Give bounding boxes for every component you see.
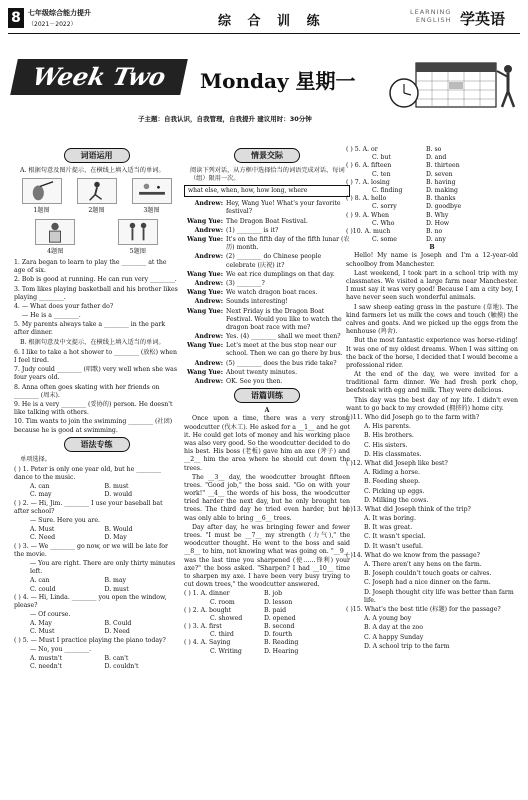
vocab-items-b — [14, 349, 179, 435]
brand-logo: 学英语 — [460, 10, 506, 28]
option: C. may — [30, 491, 52, 499]
option: D. lesson — [264, 598, 293, 606]
grammar-reply: — Sure. Here you are. — [30, 517, 101, 524]
option: C. ten — [372, 170, 391, 178]
picture-5: 5题图 — [116, 219, 160, 256]
option: A. Must — [30, 526, 55, 534]
option: C. showed — [210, 614, 243, 622]
option: B. Why — [426, 211, 449, 219]
week-label: Week Two — [10, 59, 188, 95]
speaker: Wang Yue: — [187, 217, 223, 225]
option: A. His parents. — [364, 423, 411, 431]
option-row — [14, 663, 179, 671]
vocab-heading: 词语运用 — [14, 148, 179, 163]
utterance: Yes. (4) ________ shall we meet then? — [226, 333, 341, 341]
dialogue-line — [184, 333, 350, 341]
cloze-row — [346, 195, 518, 203]
dialogue-instruction: 阅读下列对话，从方框中选择恰当的词语完成对话，每词（组）限用一次。 — [190, 167, 345, 183]
brand-english — [410, 9, 451, 25]
cloze-row — [346, 203, 518, 211]
cloze-row — [346, 171, 518, 179]
speaker: Wang Yue: — [187, 368, 223, 376]
option: ( ) 2. A. bought — [184, 606, 232, 614]
option: C. but — [372, 154, 391, 162]
runner-icon — [77, 178, 117, 204]
dialogue-line — [184, 378, 350, 386]
option: C. Must — [30, 628, 55, 636]
vocab-item: 4. — What does your father do? — [14, 302, 114, 310]
option: C. sorry — [372, 203, 397, 211]
option: ( )10. A. much — [346, 227, 391, 235]
dialogue-line — [184, 227, 350, 235]
option: C. some — [372, 236, 397, 244]
vocab-item: 9. He is a very ________ (妥协的) person. He doesn't like talking with others. — [14, 400, 173, 417]
week-banner — [8, 55, 520, 123]
option-row — [14, 491, 179, 499]
day-title: Monday 星期一 — [200, 69, 356, 93]
speaker: Andrew: — [194, 298, 223, 306]
reading-question: ( )13. What did Joseph think of the trip? — [346, 505, 471, 513]
utterance: Sounds interesting! — [226, 298, 288, 306]
dialogue-line — [184, 342, 350, 358]
dialogue-line — [184, 271, 350, 279]
page-header — [8, 8, 520, 42]
issue-label: （2021－2022） — [28, 21, 77, 28]
grammar-instruction: 单项选择。 — [20, 455, 51, 463]
cloze-row — [184, 590, 350, 598]
cloze-row — [184, 623, 350, 631]
option: C. third — [210, 631, 234, 639]
header-divider — [8, 33, 520, 34]
dialogue-line — [184, 360, 350, 368]
reading-heading: 语篇训练 — [184, 388, 350, 403]
dialogue-heading: 情景交际 — [184, 148, 350, 163]
cloze-row — [184, 615, 350, 623]
column-right — [346, 146, 518, 652]
dialogue-line — [184, 369, 350, 377]
option: A. There aren't any hens on the farm. — [364, 561, 482, 568]
vocab-item: 8. Anna often goes skating with her friends on ________ (周末). — [14, 383, 160, 399]
picture-2: 2题图 — [75, 178, 119, 215]
cloze-options — [346, 146, 518, 244]
reading-question: ( )15. What's the best title (标题) for the passage? — [346, 605, 501, 613]
speaker: Wang Yue: — [187, 342, 223, 350]
option: D. Hearing — [264, 647, 299, 655]
cloze-row — [346, 236, 518, 244]
speaker: Andrew: — [194, 200, 223, 208]
grammar-reply: — Of course. — [30, 611, 71, 619]
option: B. Reading — [264, 639, 299, 647]
utterance: We watch dragon boat races. — [226, 289, 318, 297]
option: D. seven — [426, 170, 453, 178]
cloze-row — [346, 228, 518, 236]
option: D. opened — [264, 614, 296, 622]
picture-4: 4题图 — [33, 219, 77, 256]
speaker: Wang Yue: — [187, 236, 223, 244]
grammar-question: ( ) 2. — Hi, Jim. ________ I use your baseball bat after school? — [14, 499, 163, 515]
cloze-row — [346, 162, 518, 170]
grammar-question: ( ) 4. — Hi, Linda. ________ you open the window, please? — [14, 593, 167, 609]
option: D. Need — [104, 628, 130, 636]
reading-questions — [346, 414, 518, 651]
cloze-row — [184, 607, 350, 615]
reading-question: ( )12. What did Joseph like best? — [346, 459, 448, 467]
grammar-reply: — You are right. There are only thirty minutes left. — [30, 559, 176, 576]
utterance: Let's meet at the bus stop near our school. Then we can go there by bus. — [226, 342, 343, 358]
option: B. thanks — [426, 195, 456, 203]
option: ( ) 1. A. dinner — [184, 590, 230, 598]
cloze-row — [346, 220, 518, 228]
option: B. It was great. — [364, 524, 413, 532]
speaker: Wang Yue: — [187, 289, 223, 297]
dialogue-line — [184, 218, 350, 226]
cloze-options — [184, 590, 350, 656]
option-row — [14, 526, 179, 534]
option: ( ) 5. A. or — [346, 146, 378, 153]
option: B. second — [264, 623, 295, 631]
dialogue-line — [184, 200, 350, 216]
speaker: Andrew: — [194, 333, 223, 341]
option: ( ) 6. A. fifteen — [346, 162, 392, 170]
word-box: what else, when, how, how long, where — [184, 185, 350, 197]
option: B. must — [104, 483, 129, 491]
option: D. and — [426, 154, 447, 162]
picture-row-2 — [14, 219, 179, 256]
cloze-row — [346, 154, 518, 162]
option-row — [14, 620, 179, 628]
option: D. making — [426, 186, 458, 194]
option: C. Who — [372, 219, 395, 227]
speaker: Andrew: — [194, 359, 223, 367]
option: D. It wasn't useful. — [364, 542, 423, 550]
reading-question: ( )11. Who did Joseph go to the farm with? — [346, 414, 480, 421]
column-left — [14, 146, 179, 671]
option: C. finding — [372, 186, 403, 194]
option: B. so — [426, 146, 442, 153]
passage-a-paragraph: The __3__ day, the woodcutter brought fifteen trees. "Good job," the boss said. "Go on with your work!" __4__ the words of his boss, the woodcutter tried harder the next day, but he only brought ten trees. The third day he tried even harder, but he was only able to bring __6__ trees. — [184, 473, 350, 522]
section-title: 综 合 训 练 — [218, 14, 326, 29]
dialogue-line — [184, 289, 350, 297]
option: B. Feeding sheep. — [364, 478, 421, 486]
option: D. May — [104, 534, 127, 542]
passage-b-paragraph: But the most fantastic experience was horse-riding! It was one of my oldest dreams. When I was sitting on the back of the horse, I decided that I would become a professional rider. — [346, 337, 518, 369]
vocab-item: 1. Zara began to learn to play the ________ at the age of six. — [14, 258, 167, 275]
column-middle — [184, 146, 350, 656]
option: B. Joseph couldn't touch goats or calves. — [364, 570, 492, 578]
utterance: (5) ________ does the bus ride take? — [226, 359, 337, 367]
grammar-reply: — No, you ________. — [30, 645, 92, 653]
vocab-item: — He is a ________. — [22, 312, 81, 320]
option: A. Riding a horse. — [364, 469, 421, 477]
option: B. His brothers. — [364, 432, 414, 440]
pingpong-icon — [132, 178, 172, 204]
option: B. Could — [104, 620, 132, 628]
option-row — [14, 628, 179, 636]
option: C. A happy Sunday — [364, 633, 424, 641]
brand-line-2: ENGLISH — [415, 15, 452, 24]
option: ( ) 4. A. Saying — [184, 639, 231, 647]
option: B. Would — [104, 526, 133, 534]
option: D. Milking the cows. — [364, 496, 429, 504]
option: C. room — [210, 598, 235, 606]
vocab-item: 7. Judy could ________ (唱歌) very well when she was four years old. — [14, 366, 178, 382]
option: B. A day at the zoo — [364, 624, 423, 632]
vocab-instruction-b: B. 根据句意及中文提示，在横线上填入适当的单词。 — [20, 338, 165, 346]
passage-b-paragraph: At the end of the day, we were invited for a traditional farm dinner. We had fresh pork chop, beefsteak with egg and milk. They were delicious. — [346, 371, 518, 395]
grammar-question: ( ) 3. — We ________ go now, or we will be late for the movie. — [14, 542, 168, 558]
option: B. no — [426, 227, 443, 235]
option: D. must — [104, 585, 129, 593]
option: C. It wasn't special. — [364, 533, 426, 541]
speaker: Andrew: — [194, 378, 223, 386]
passage-a-paragraph: Once upon a time, there was a very strong woodcutter (伐木工). He asked for a __1__ and he got it. He could get lots of money and his working place was also very good. So the woodcutter decided to do his best. His boss (老板) gave him an axe (斧子) and __2__ him the area where he should cut down the trees. — [184, 415, 350, 472]
option: ( ) 8. A. hello — [346, 195, 387, 203]
speaker: Andrew: — [194, 253, 223, 261]
option: C. Need — [30, 534, 56, 542]
option: A. May — [30, 620, 52, 628]
cloze-row — [346, 187, 518, 195]
cloze-row — [184, 631, 350, 639]
speaker: Wang Yue: — [187, 307, 223, 315]
doctor-icon — [35, 219, 75, 245]
option: A. can — [30, 577, 50, 585]
dialogue-lines — [184, 200, 350, 386]
cloze-row — [184, 599, 350, 607]
option: B. job — [264, 590, 283, 598]
grammar-question: ( ) 1. Peter is only one year old, but he ________ dance to the music. — [14, 465, 161, 482]
dialogue-line — [184, 253, 350, 269]
option: ( ) 3. A. first — [184, 623, 222, 631]
option: D. fourth — [264, 631, 293, 639]
option-row — [14, 577, 179, 585]
dialogue-line — [184, 308, 350, 333]
option: ( ) 7. A. losing — [346, 178, 390, 186]
utterance: OK. See you then. — [226, 378, 283, 386]
utterance: Hey, Wang Yue! What's your favorite festival? — [226, 200, 341, 216]
calendar-illustration — [386, 57, 524, 111]
option: A. A young boy — [364, 615, 412, 623]
utterance: We eat rice dumplings on that day. — [226, 270, 335, 278]
utterance: (1) ________ is it? — [226, 226, 279, 234]
option: A. It was boring. — [364, 515, 416, 523]
option-row — [14, 534, 179, 542]
option: C. could — [30, 585, 56, 593]
passage-b-paragraph: Hello! My name is Joseph and I'm a 12-year-old schoolboy from Manchester. — [346, 252, 518, 268]
speaker: Wang Yue: — [187, 270, 223, 278]
option: D. goodbye — [426, 203, 462, 211]
option-row — [14, 483, 179, 491]
passage-b-paragraph: This day was the best day of my life. I didn't even want to go back to my crowded (拥挤的) home city. — [346, 396, 518, 412]
passage-a-label: A — [264, 407, 270, 415]
vocab-items-a — [14, 259, 179, 338]
cloze-row — [346, 212, 518, 220]
option: C. needn't — [30, 663, 62, 671]
option: B. having — [426, 178, 456, 186]
dialogue-line — [184, 298, 350, 306]
option: B. paid — [264, 606, 287, 614]
picture-1: 1题图 — [20, 178, 64, 215]
vocab-item: 3. Tom likes playing basketball and his brother likes playing ________. — [14, 285, 178, 301]
cloze-row — [184, 648, 350, 656]
option: C. Picking up eggs. — [364, 487, 425, 495]
option: D. any — [426, 236, 446, 244]
vocab-item: 2. Bob is good at running. He can run very ________. — [14, 276, 177, 284]
option-row — [14, 655, 179, 663]
grammar-question: ( ) 5. — Must I practice playing the piano today? — [14, 636, 166, 644]
option: ( ) 9. A. When — [346, 211, 390, 219]
passage-b-paragraph: Last weekend, I took part in a school trip with my classmates. We visited a large farm near Manchester. I must say it was very good! Because I am a city boy, I have never seen such wonderful animals. — [346, 269, 518, 302]
option: A. mustn't — [30, 655, 63, 662]
brand-line-1: LEARNING — [410, 8, 452, 16]
passage-b-paragraph: I saw sheep eating grass in the pasture (草地). The kind farmers let us milk the cows and touch (触摸) the calves and goats. And we picked up the eggs from the henhouse (鸡舍). — [346, 303, 518, 336]
paper-title: 七年级综合能力提升 — [28, 9, 91, 17]
speaker: Andrew: — [194, 226, 223, 234]
dialogue-line — [184, 236, 350, 252]
cloze-row — [346, 179, 518, 187]
option: A. can — [30, 483, 50, 491]
utterance: (2) ________ do Chinese people celebrate (庆祝) it? — [226, 253, 322, 269]
option-row — [14, 586, 179, 594]
option: C. Joseph had a nice dinner on the farm. — [364, 579, 491, 587]
utterance: Next Friday is the Dragon Boat Festival. Would you like to watch the dragon boat race with me? — [226, 307, 342, 331]
vocab-item: 10. Tim wants to join the swimming ________ (社团) because he is good at swimming. — [14, 418, 173, 434]
passage-b-label: B — [429, 244, 435, 252]
option: D. A school trip to the farm — [364, 642, 450, 650]
cloze-row — [346, 146, 518, 154]
utterance: It's on the fifth day of the fifth lunar (农历) month. — [226, 236, 350, 252]
option: C. His sisters. — [364, 441, 408, 449]
page-number: 8 — [8, 8, 24, 28]
theme-line: 子主题：自我认识，自我管理，自我提升 建议用时：30分钟 — [138, 115, 312, 123]
utterance: The Dragon Boat Festival. — [226, 217, 308, 225]
picture-row-1 — [14, 178, 179, 215]
picture-3: 3题图 — [130, 178, 174, 215]
speaker: Andrew: — [194, 279, 223, 287]
vocab-item: 6. I like to take a hot shower to ________ (放松) when I feel tired. — [14, 348, 177, 364]
utterance: About twenty minutes. — [226, 368, 298, 376]
vocab-instruction-a: A. 根据句意及图片提示，在横线上填入适当的单词。 — [20, 167, 165, 174]
option: D. couldn't — [104, 663, 139, 671]
option: D. Joseph thought city life was better than farm life. — [364, 588, 514, 604]
option: B. thirteen — [426, 162, 460, 170]
utterance: (3) ________? — [226, 279, 265, 287]
option: B. may — [104, 577, 127, 585]
option: D. His classmates. — [364, 450, 422, 458]
grammar-questions — [14, 466, 179, 672]
grammar-heading: 语法专练 — [14, 437, 179, 452]
cloze-row — [184, 639, 350, 647]
option: D. would — [104, 491, 133, 499]
option: C. Writing — [210, 647, 242, 655]
option: D. How — [426, 219, 450, 227]
passage-a-paragraph: Day after day, he was bringing fewer and fewer trees. "I must be __7__ my strength (力气)," the woodcutter thought. He went to the boss and said __8__ to him, not knowing what was going on. "__9__ was the last time you sharpened (使……锋利) your axe?" the boss asked. "Sharpen? I had __10__ time to sharpen my axe. I have been very busy trying to cut down trees," the woodcutter answered. — [184, 523, 350, 589]
vocab-item: 5. My parents always take a ________ in the park after dinner. — [14, 321, 166, 337]
walking-couple-icon — [118, 219, 158, 245]
reading-question: ( )14. What do we know from the passage? — [346, 551, 480, 559]
dialogue-line — [184, 280, 350, 288]
option: B. can't — [104, 655, 129, 662]
violin-icon — [22, 178, 62, 204]
